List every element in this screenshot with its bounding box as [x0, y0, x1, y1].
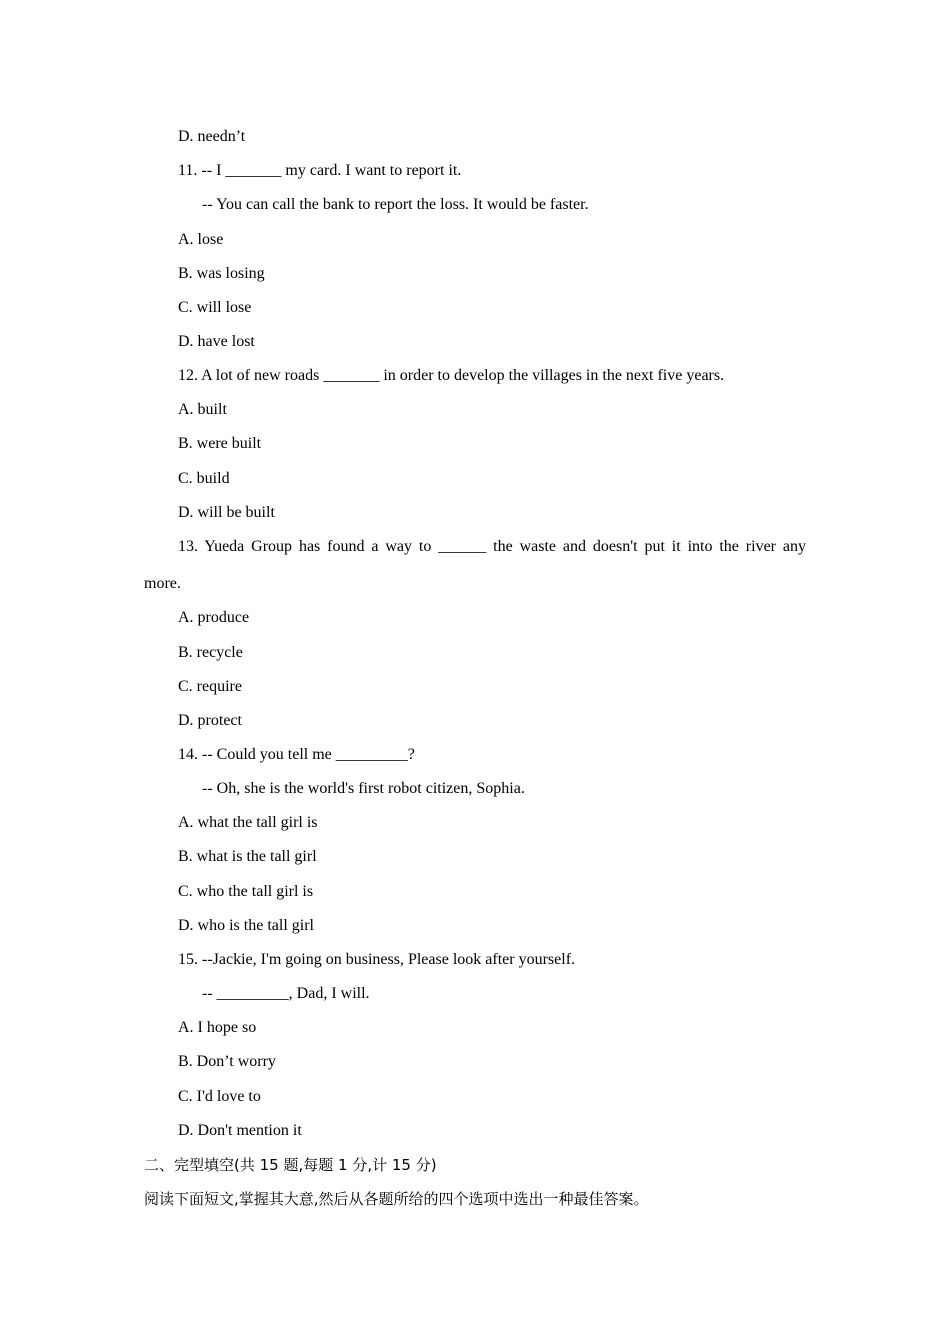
- section-2-title: 二、完型填空(共 15 题,每题 1 分,计 15 分): [144, 1156, 437, 1174]
- question-11-stem: 11. -- I _______ my card. I want to report it.: [178, 162, 462, 179]
- question-11-reply: -- You can call the bank to report the loss. It would be faster.: [202, 196, 589, 213]
- question-14-option-a: A. what the tall girl is: [178, 814, 318, 831]
- question-15-stem: 15. --Jackie, I'm going on business, Please look after yourself.: [178, 951, 576, 968]
- question-12-stem: 12. A lot of new roads _______ in order to develop the villages in the next five years.: [178, 367, 725, 384]
- question-12-option-b: B. were built: [178, 435, 262, 452]
- question-11-option-d: D. have lost: [178, 333, 255, 350]
- question-13-option-c: C. require: [178, 678, 242, 695]
- question-10-option-d: D. needn’t: [178, 128, 246, 145]
- question-15-option-c: C. I'd love to: [178, 1088, 261, 1105]
- question-14-option-c: C. who the tall girl is: [178, 883, 314, 900]
- question-13-stem-line-2: more.: [144, 575, 181, 592]
- question-11-option-b: B. was losing: [178, 265, 265, 282]
- section-2-instruction: 阅读下面短文,掌握其大意,然后从各题所给的四个选项中选出一种最佳答案。: [144, 1190, 649, 1208]
- question-15-reply: -- _________, Dad, I will.: [202, 985, 370, 1002]
- question-14-stem: 14. -- Could you tell me _________?: [178, 746, 415, 763]
- question-14-option-d: D. who is the tall girl: [178, 917, 314, 934]
- question-15-option-d: D. Don't mention it: [178, 1122, 302, 1139]
- question-13-option-d: D. protect: [178, 712, 242, 729]
- question-14-option-b: B. what is the tall girl: [178, 848, 317, 865]
- question-12-option-d: D. will be built: [178, 504, 275, 521]
- question-13-option-b: B. recycle: [178, 644, 243, 661]
- question-11-option-c: C. will lose: [178, 299, 252, 316]
- question-15-option-b: B. Don’t worry: [178, 1053, 276, 1070]
- question-12-option-a: A. built: [178, 401, 227, 418]
- question-12-option-c: C. build: [178, 470, 230, 487]
- question-11-option-a: A. lose: [178, 231, 224, 248]
- question-15-option-a: A. I hope so: [178, 1019, 257, 1036]
- question-14-reply: -- Oh, she is the world's first robot citizen, Sophia.: [202, 780, 525, 797]
- question-13-stem-line-1: 13. Yueda Group has found a way to ______ the waste and doesn't put it into the river any: [178, 538, 806, 555]
- question-13-option-a: A. produce: [178, 609, 250, 626]
